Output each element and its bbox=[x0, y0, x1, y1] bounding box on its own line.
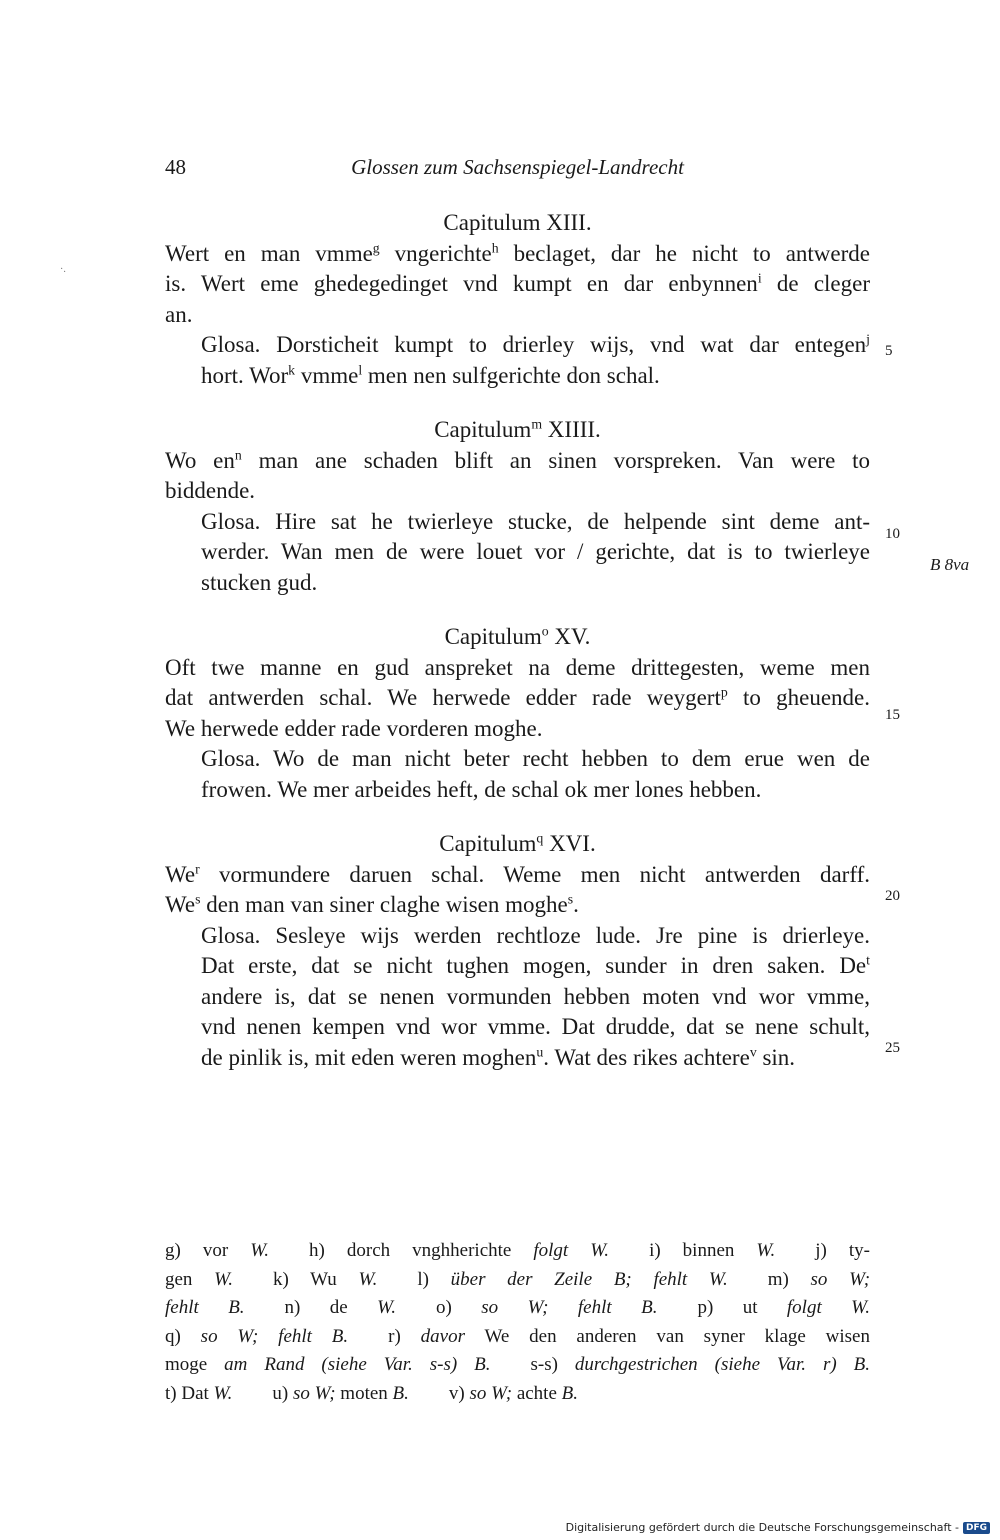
chapter-heading: Capitulum$^q$ XVI. bbox=[439, 830, 596, 856]
footnote-entry: fehlt B. bbox=[165, 1297, 245, 1318]
footnote-entry: o) so W; fehlt B. bbox=[436, 1297, 658, 1318]
variant-marker: g bbox=[372, 239, 380, 255]
margin-sigil: B 8va bbox=[930, 555, 970, 574]
text-line: is. Wert eme ghedegedinget vnd kumpt en dar enbynnen$^i$ de cleger bbox=[165, 270, 870, 296]
glosa-text bbox=[165, 330, 870, 391]
footnote-entry: m) so W; bbox=[767, 1268, 871, 1290]
text-line: frowen. We mer arbeides heft, de schal ok mer lones hebben. bbox=[201, 776, 762, 802]
text-line: Glosa. Dorsticheit kumpt to drierley wijs, vnd wat dar entegen$^j$ bbox=[201, 331, 870, 357]
text-line: Glosa. Sesleye wijs werden rechtloze lude. Jre pine is drierleye. bbox=[201, 922, 870, 948]
text-line: Wert en man vmme$^g$ vngerichte$^h$ beclaget, dar he nicht to antwerde bbox=[165, 239, 870, 266]
text-line: vnd nenen kempen vnd wor vmme. Dat drudde, dat se nene schult, bbox=[201, 1014, 870, 1039]
variant-marker: k bbox=[288, 361, 296, 377]
variant-marker: p bbox=[720, 684, 728, 700]
footnote-entry: k) Wu W. bbox=[272, 1268, 378, 1290]
footnote-entry: i) binnen W. bbox=[649, 1240, 776, 1261]
footnote-line bbox=[165, 1323, 870, 1352]
digitization-footer bbox=[566, 1521, 990, 1534]
running-title: Glossen zum Sachsenspiegel-Landrecht bbox=[351, 155, 684, 179]
footnote-line bbox=[165, 1351, 870, 1380]
glosa-text bbox=[165, 507, 870, 599]
line-number-10: 10 bbox=[885, 526, 900, 542]
glosa-text bbox=[165, 921, 870, 1074]
footnote-entry: h) dorch vnghherichte folgt W. bbox=[309, 1240, 610, 1261]
footnote-entry: g) vor W. bbox=[165, 1240, 270, 1261]
footnote-line bbox=[165, 1237, 870, 1266]
variant-marker: n bbox=[234, 446, 242, 462]
chapter-text bbox=[165, 239, 870, 331]
page-number: 48 bbox=[165, 155, 186, 179]
variant-marker: s bbox=[567, 891, 574, 907]
text-line: We$^s$ den man van siner claghe wisen moghe$^s$. bbox=[165, 891, 579, 917]
footnote-entry: moge am Rand (siehe Var. s-s) B. bbox=[165, 1354, 491, 1375]
text-line: biddende. bbox=[165, 478, 256, 503]
main-text bbox=[165, 208, 870, 1073]
footnote-entry: p) ut folgt W. bbox=[697, 1297, 870, 1318]
variant-marker: q bbox=[536, 830, 544, 846]
text-line: Oft twe manne en gud anspreket na deme drittegesten, weme men bbox=[165, 654, 870, 680]
variant-marker: i bbox=[757, 270, 762, 286]
footnote-apparatus bbox=[165, 1237, 870, 1408]
glosa-text bbox=[165, 744, 870, 805]
variant-marker: j bbox=[866, 331, 870, 347]
chapter-text bbox=[165, 860, 870, 921]
chapter-heading: Capitulum$^m$ XIIII. bbox=[434, 416, 601, 442]
line-number-25: 25 bbox=[885, 1040, 900, 1056]
text-line: Dat erste, dat se nicht tughen mogen, sunder in dren saken. De$^t$ bbox=[201, 952, 870, 978]
variant-marker: t bbox=[866, 952, 870, 968]
footnote-entry: n) de W. bbox=[284, 1297, 396, 1318]
footnote-entry: q) so W; fehlt B. bbox=[165, 1325, 349, 1347]
text-line: dat antwerden schal. We herwede edder rade weygert$^p$ to gheuende. bbox=[165, 684, 870, 710]
footnote-line bbox=[165, 1294, 870, 1323]
variant-marker: v bbox=[749, 1043, 757, 1059]
stray-mark: ·. bbox=[60, 264, 66, 275]
footnote-entry: l) über der Zeile B; fehlt W. bbox=[417, 1268, 728, 1290]
footnote-line bbox=[165, 1266, 870, 1295]
line-number-5: 5 bbox=[885, 343, 893, 359]
footnote-entry: t) Dat W. bbox=[165, 1382, 233, 1404]
chapter-text bbox=[165, 446, 870, 507]
digitization-note: Digitalisierung gefördert durch die Deutsche Forschungsgemeinschaft - bbox=[565, 1521, 959, 1534]
text-line: Glosa. Hire sat he twierleye stucke, de helpende sint deme ant- bbox=[201, 508, 870, 534]
chapter-text bbox=[165, 653, 870, 745]
text-line: We herwede edder rade vorderen moghe. bbox=[165, 715, 543, 741]
footnote-entry: j) ty- bbox=[815, 1240, 870, 1261]
footnote-entry: r) davor We den anderen van syner klage wisen bbox=[388, 1325, 870, 1347]
text-line: andere is, dat se nenen vormunden hebben moten vnd wor vmme, bbox=[201, 983, 870, 1009]
footnote-line bbox=[165, 1380, 870, 1409]
variant-marker: u bbox=[536, 1043, 544, 1059]
text-line: an. bbox=[165, 301, 193, 327]
text-line: We$^r$ vormundere daruen schal. Weme men nicht antwerden darff. bbox=[165, 860, 870, 887]
variant-marker: r bbox=[195, 860, 200, 876]
variant-marker: m bbox=[531, 416, 543, 432]
text-line: de pinlik is, mit eden weren moghen$^u$. Wat des rikes achtere$^v$ sin. bbox=[201, 1043, 796, 1070]
footnote-entry: v) so W; achte B. bbox=[448, 1382, 578, 1404]
line-number-15: 15 bbox=[885, 707, 900, 723]
footnote-entry: u) so W; moten B. bbox=[272, 1382, 409, 1404]
chapter-heading: Capitulum$^o$ XV. bbox=[444, 623, 591, 649]
footnote-entry: s-s) durchgestrichen (siehe Var. r) B. bbox=[530, 1354, 870, 1375]
variant-marker: s bbox=[195, 891, 201, 907]
text-line: stucken gud. bbox=[201, 569, 318, 595]
text-line: werder. Wan men de were louet vor / gerichte, dat is to twierleye bbox=[201, 539, 870, 564]
variant-marker: o bbox=[541, 623, 549, 639]
page-header bbox=[165, 155, 870, 185]
variant-marker: h bbox=[491, 239, 499, 255]
variant-marker: l bbox=[358, 361, 363, 377]
line-number-20: 20 bbox=[885, 888, 900, 904]
dfg-logo: DFG bbox=[963, 1522, 990, 1534]
text-line: hort. Wor$^k$ vmme$^l$ men nen sulfgerichte don schal. bbox=[201, 361, 660, 388]
text-line: Glosa. Wo de man nicht beter recht hebben to dem erue wen de bbox=[201, 746, 870, 771]
footnote-entry: gen W. bbox=[165, 1268, 233, 1290]
text-line: Wo $en^n$ man ane schaden blift an sinen vorspreken. Van were to bbox=[165, 446, 870, 473]
chapter-heading: Capitulum XIII. bbox=[443, 210, 592, 235]
